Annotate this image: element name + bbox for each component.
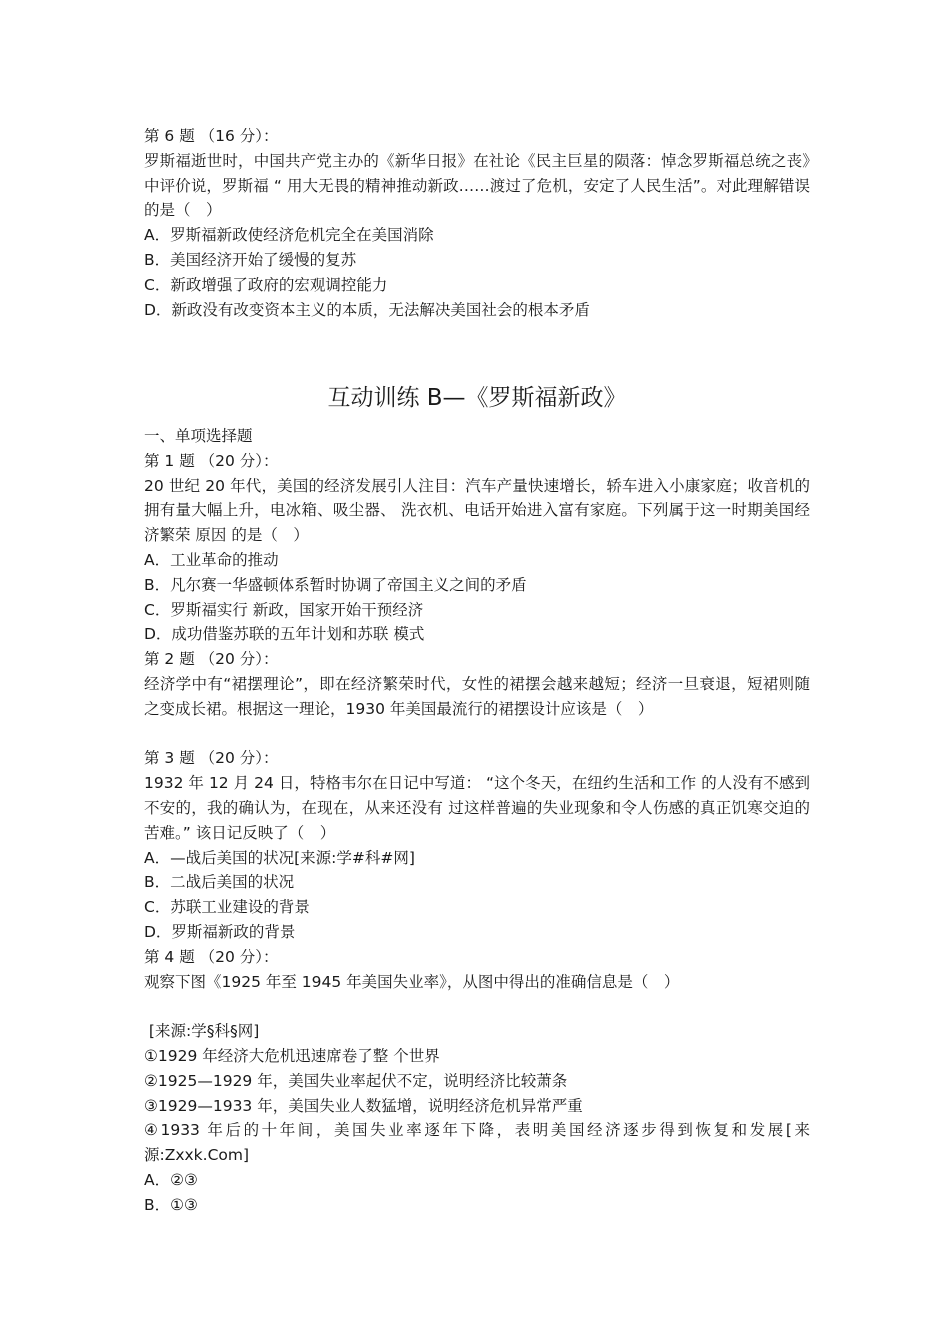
question-3-option-d: D．罗斯福新政的背景 [144, 922, 296, 941]
question-stem: 罗斯福逝世时，中国共产党主办的《新华日报》在社论《民主巨星的陨落：悼念罗斯福总统之丧》中评价说，罗斯福 “ 用大无畏的精神推动新政……渡过了危机，安定了人民生活”。对此理解错误的是（ ） [144, 151, 810, 220]
option-c: C．新政增强了政府的宏观调控能力 [144, 275, 388, 294]
question-2-stem: 经济学中有“裙摆理论”，即在经济繁荣时代，女性的裙摆会越来越短；经济一旦衰退，短裙则随之变成长裙。根据这一理论，1930 年美国最流行的裙摆设计应该是（ ） [144, 674, 810, 718]
question-1-header: 第 1 题 （20 分）： [144, 451, 279, 470]
question-header: 第 6 题 （16 分）： [144, 127, 279, 145]
question-3-option-a: A．—战后美国的状况[来源:学#科#网] [144, 848, 415, 867]
option-a: A．罗斯福新政使经济危机完全在美国消除 [144, 226, 434, 245]
question-4-source: [来源:学§科§网] [144, 1022, 260, 1041]
question-4-stem: 观察下图《1925 年至 1945 年美国失业率》，从图中得出的准确信息是（ ） [144, 972, 680, 991]
question-2-header: 第 2 题 （20 分）： [144, 650, 279, 669]
blank-line [144, 994, 810, 1019]
question-1-option-b: B．凡尔赛一华盛顿体系暂时协调了帝国主义之间的矛盾 [144, 575, 527, 594]
question-4-item-4: ④1933 年后的十年间，美国失业率逐年下降，表明美国经济逐步得到恢复和发展[来源:Zxxk.Com] [144, 1121, 810, 1165]
question-3-option-c: C．苏联工业建设的背景 [144, 898, 310, 917]
question-4-option-a: A．②③ [144, 1170, 198, 1189]
section-title: 互动训练 B—《罗斯福新政》 [327, 385, 627, 411]
option-d: D．新政没有改变资本主义的本质，无法解决美国社会的根本矛盾 [144, 300, 590, 319]
question-4-option-b: B．①③ [144, 1195, 198, 1214]
question-1-stem: 20 世纪 20 年代，美国的经济发展引人注目：汽车产量快速增长，轿车进入小康家庭；收音机的拥有量大幅上升，电冰箱、吸尘器、 洗衣机、电话开始进入富有家庭。下列属于这一时期美国经济繁荣 原因 的是（ ） [144, 476, 810, 545]
question-3-option-b: B．二战后美国的状况 [144, 873, 295, 892]
question-1-option-c: C．罗斯福实行 新政，国家开始干预经济 [144, 600, 424, 619]
question-6 [144, 124, 810, 322]
question-4-item-1: ①1929 年经济大危机迅速席卷了整 个世界 [144, 1046, 440, 1065]
question-1-option-d: D．成功借鉴苏联的五年计划和苏联 模式 [144, 625, 425, 644]
blank-line [144, 722, 810, 747]
question-list [144, 424, 810, 1218]
question-1-option-a: A．工业革命的推动 [144, 550, 279, 569]
option-b: B．美国经济开始了缓慢的复苏 [144, 250, 357, 269]
question-3-stem: 1932 年 12 月 24 日，特格韦尔在日记中写道： “这个冬天，在纽约生活和工作 的人没有不感到不安的，我的确认为，在现在，从来还没有 过这样普遍的失业现象和令人伤感的真正饥寒交迫的苦难。” 该日记反映了（ ） [144, 774, 810, 842]
question-4-item-2: ②1925—1929 年，美国失业率起伏不定，说明经济比较萧条 [144, 1071, 568, 1090]
question-3-header: 第 3 题 （20 分）： [144, 749, 279, 768]
question-4-item-3: ③1929—1933 年，美国失业人数猛增，说明经济危机异常严重 [144, 1096, 583, 1115]
question-4-header: 第 4 题 （20 分）： [144, 947, 279, 966]
section-subtitle: 一、单项选择题 [144, 427, 253, 445]
